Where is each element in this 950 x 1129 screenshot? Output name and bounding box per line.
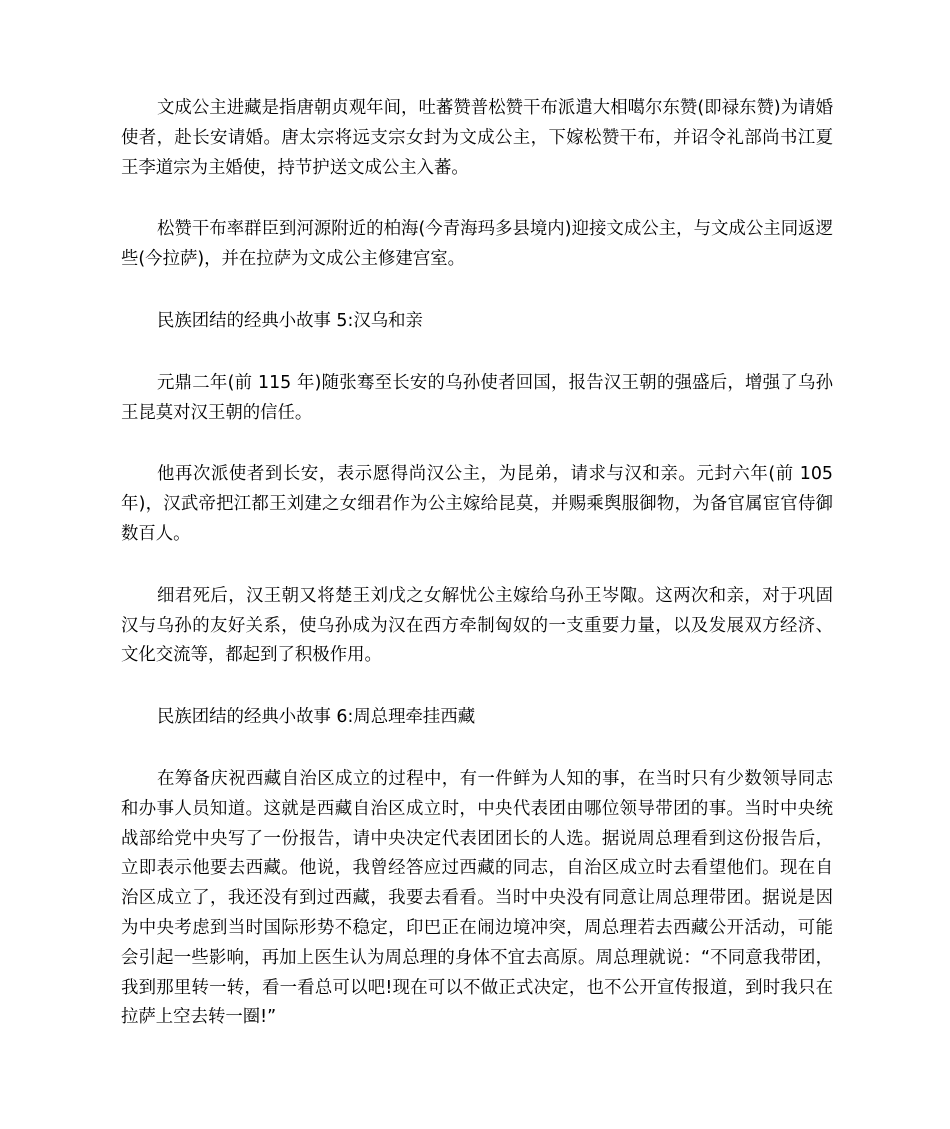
paragraph-wencheng-intro: 文成公主进藏是指唐朝贞观年间，吐蕃赞普松赞干布派遣大相噶尔东赞(即禄东赞)为请婚使者，赴长安请婚。唐太宗将远支宗女封为文成公主，下嫁松赞干布，并诏令礼部尚书江夏王李道宗为主婚使，持节护送文成公主入蕃。 bbox=[121, 98, 833, 178]
document-body bbox=[121, 94, 833, 1065]
section-heading-story-6: 民族团结的经典小故事 6:周总理牵挂西藏 bbox=[157, 707, 476, 728]
paragraph-jieyou-marriage: 细君死后，汉王朝又将楚王刘戊之女解忧公主嫁给乌孙王岑陬。这两次和亲，对于巩固汉与乌孙的友好关系，使乌孙成为汉在西方牵制匈奴的一支重要力量，以及发展双方经济、文化交流等，都起到了积极作用。 bbox=[121, 585, 833, 666]
paragraph-wusun-envoy: 元鼎二年(前 115 年)随张骞至长安的乌孙使者回国，报告汉王朝的强盛后，增强了乌孙王昆莫对汉王朝的信任。 bbox=[121, 372, 833, 423]
paragraph-zhou-tibet: 在筹备庆祝西藏自治区成立的过程中，有一件鲜为人知的事，在当时只有少数领导同志和办事人员知道。这就是西藏自治区成立时，中央代表团由哪位领导带团的事。当时中央统战部给党中央写了一份报告，请中央决定代表团团长的人选。据说周总理看到这份报告后，立即表示他要去西藏。他说，我曾经答应过西藏的同志，自治区成立时去看望他们。现在自治区成立了，我还没有到过西藏，我要去看看。当时中央没有同意让周总理带团。据说是因为中央考虑到当时国际形势不稳定，印巴正在闹边境冲突，周总理若去西藏公开活动，可能会引起一些影响，再加上医生认为周总理的身体不宜去高原。周总理就说：“不同意我带团，我到那里转一转，看一看总可以吧!现在可以不做正式决定，也不公开宣传报道，到时我只在拉萨上空去转一圈!” bbox=[121, 768, 833, 1028]
paragraph-xijun-marriage: 他再次派使者到长安，表示愿得尚汉公主，为昆弟，请求与汉和亲。元封六年(前 105 年)，汉武帝把江都王刘建之女细君作为公主嫁给昆莫，并赐乘舆服御物，为备官属宦官侍御数百人。 bbox=[121, 464, 833, 544]
section-heading-story-5: 民族团结的经典小故事 5:汉乌和亲 bbox=[157, 310, 423, 331]
paragraph-songtsen-welcome: 松赞干布率群臣到河源附近的柏海(今青海玛多县境内)迎接文成公主，与文成公主同返逻些(今拉萨)，并在拉萨为文成公主修建宫室。 bbox=[121, 219, 833, 270]
